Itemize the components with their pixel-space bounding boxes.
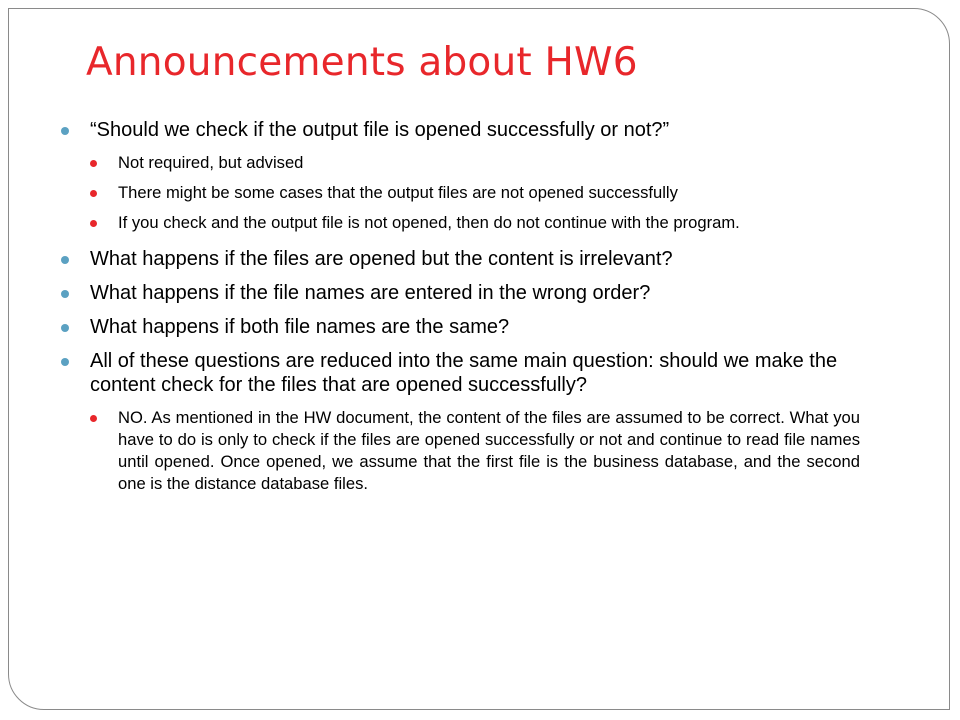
sub-bullet-text: Not required, but advised (118, 153, 304, 172)
bullet-dot-icon (61, 324, 69, 332)
bullet-dot-icon (61, 358, 69, 366)
sub-bullet-list (90, 407, 860, 495)
bullet-item (60, 247, 860, 271)
bullet-dot-icon (61, 290, 69, 298)
sub-bullet-text: NO. As mentioned in the HW document, the content of the files are assumed to be correct. What you have to do is only to check if the files are opened successfully or not and continue to read file names until opened. Once opened, we assume that the first file is the business database, and the second one is the distance database files. (118, 408, 860, 493)
sub-bullet-dot-icon (90, 190, 97, 197)
sub-bullet-item (90, 182, 860, 204)
bullet-item (60, 281, 860, 305)
sub-bullet-item (90, 407, 860, 495)
slide-title: Announcements about HW6 (86, 40, 638, 85)
slide-body (60, 118, 860, 508)
bullet-text: What happens if the files are opened but the content is irrelevant? (90, 248, 673, 270)
bullet-item (60, 349, 860, 495)
sub-bullet-item (90, 212, 860, 234)
bullet-dot-icon (61, 256, 69, 264)
sub-bullet-text: There might be some cases that the output files are not opened successfully (118, 183, 678, 202)
sub-bullet-dot-icon (90, 220, 97, 227)
bullet-text: “Should we check if the output file is opened successfully or not?” (90, 119, 670, 141)
bullet-item (60, 118, 860, 234)
sub-bullet-dot-icon (90, 415, 97, 422)
bullet-list (60, 118, 860, 495)
sub-bullet-dot-icon (90, 160, 97, 167)
bullet-text: What happens if both file names are the same? (90, 316, 510, 338)
bullet-dot-icon (61, 127, 69, 135)
bullet-text: All of these questions are reduced into the same main question: should we make the content check for the files that are opened successfully? (90, 350, 838, 396)
bullet-item (60, 315, 860, 339)
sub-bullet-list (90, 152, 860, 234)
sub-bullet-item (90, 152, 860, 174)
bullet-text: What happens if the file names are entered in the wrong order? (90, 282, 651, 304)
sub-bullet-text: If you check and the output file is not opened, then do not continue with the program. (118, 213, 740, 232)
